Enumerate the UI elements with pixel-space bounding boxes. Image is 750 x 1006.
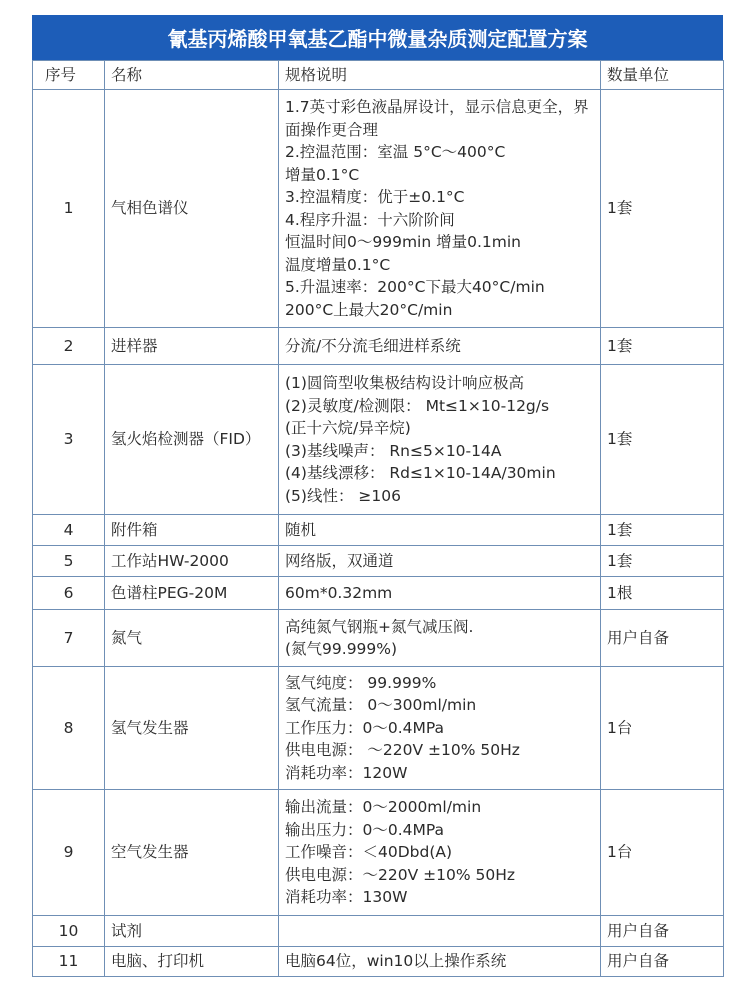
spec-line: (2)灵敏度/检测限： Mt≤1×10-12g/s bbox=[285, 396, 550, 415]
table-row bbox=[33, 365, 724, 515]
item-spec bbox=[279, 328, 601, 365]
spec-line: 1.7英寸彩色液晶屏设计，显示信息更全，界面操作更合理 bbox=[285, 98, 589, 139]
item-quantity: 1套 bbox=[601, 328, 724, 365]
table-row bbox=[33, 90, 724, 328]
table-row bbox=[33, 667, 724, 790]
item-spec bbox=[279, 90, 601, 328]
spec-line: 恒温时间0～999min 增量0.1min bbox=[285, 233, 521, 251]
spec-line: 60m*0.32mm bbox=[285, 583, 393, 602]
item-quantity: 用户自备 bbox=[601, 610, 724, 667]
config-sheet bbox=[32, 15, 723, 977]
table-row bbox=[33, 328, 724, 365]
spec-line: (氮气99.999%) bbox=[285, 640, 398, 658]
spec-line: (1)圆筒型收集极结构设计响应极高 bbox=[285, 374, 524, 392]
item-name: 氢气发生器 bbox=[105, 667, 279, 790]
item-quantity: 1套 bbox=[601, 365, 724, 515]
row-number: 2 bbox=[33, 328, 105, 365]
item-spec bbox=[279, 947, 601, 977]
item-quantity: 1套 bbox=[601, 546, 724, 577]
item-name: 氢火焰检测器（FID） bbox=[105, 365, 279, 515]
table-row bbox=[33, 610, 724, 667]
spec-line: 温度增量0.1°C bbox=[285, 255, 391, 274]
item-name: 色谱柱PEG-20M bbox=[105, 577, 279, 610]
spec-line: 氢气流量： 0～300ml/min bbox=[285, 696, 477, 715]
table-row bbox=[33, 790, 724, 916]
item-quantity: 1套 bbox=[601, 90, 724, 328]
row-number: 10 bbox=[33, 916, 105, 947]
item-name: 电脑、打印机 bbox=[105, 947, 279, 977]
spec-line: (3)基线噪声： Rn≤5×10-14A bbox=[285, 441, 502, 460]
spec-line: 200°C上最大20°C/min bbox=[285, 300, 453, 319]
item-name: 附件箱 bbox=[105, 515, 279, 546]
header-spec: 规格说明 bbox=[279, 61, 601, 90]
item-quantity: 1台 bbox=[601, 667, 724, 790]
spec-line: 分流/不分流毛细进样系统 bbox=[285, 336, 461, 355]
item-quantity: 1台 bbox=[601, 790, 724, 916]
table-row bbox=[33, 916, 724, 947]
item-name: 进样器 bbox=[105, 328, 279, 365]
header-qty: 数量单位 bbox=[601, 61, 724, 90]
spec-line: 2.控温范围：室温 5°C～400°C bbox=[285, 143, 506, 161]
table-row bbox=[33, 577, 724, 610]
item-spec bbox=[279, 916, 601, 947]
table-body bbox=[33, 90, 724, 977]
header-row bbox=[33, 61, 724, 90]
row-number: 7 bbox=[33, 610, 105, 667]
item-quantity: 1根 bbox=[601, 577, 724, 610]
table-row bbox=[33, 947, 724, 977]
spec-line: (正十六烷/异辛烷) bbox=[285, 419, 411, 437]
row-number: 5 bbox=[33, 546, 105, 577]
spec-line: 网络版，双通道 bbox=[285, 551, 394, 570]
item-name: 气相色谱仪 bbox=[105, 90, 279, 328]
config-table bbox=[32, 60, 724, 977]
spec-line: 供电电源： ～220V ±10% 50Hz bbox=[285, 741, 520, 760]
item-spec bbox=[279, 667, 601, 790]
row-number: 1 bbox=[33, 90, 105, 328]
spec-line: 高纯氮气钢瓶+氮气减压阀. bbox=[285, 617, 474, 636]
row-number: 8 bbox=[33, 667, 105, 790]
spec-line: 供电电源：～220V ±10% 50Hz bbox=[285, 865, 515, 884]
item-spec bbox=[279, 515, 601, 546]
item-name: 工作站HW-2000 bbox=[105, 546, 279, 577]
spec-line: 4.程序升温：十六阶阶间 bbox=[285, 210, 455, 229]
spec-line: (4)基线漂移： Rd≤1×10-14A/30min bbox=[285, 464, 556, 482]
spec-line: 3.控温精度：优于±0.1°C bbox=[285, 188, 465, 206]
item-spec bbox=[279, 365, 601, 515]
item-spec bbox=[279, 577, 601, 610]
spec-line: 输出压力：0～0.4MPa bbox=[285, 820, 445, 839]
item-name: 氮气 bbox=[105, 610, 279, 667]
spec-line: 5.升温速率：200°C下最大40°C/min bbox=[285, 278, 545, 296]
spec-line: 工作噪音：＜40Dbd(A) bbox=[285, 843, 453, 862]
spec-line: 随机 bbox=[285, 520, 317, 539]
spec-line: 消耗功率：130W bbox=[285, 888, 408, 907]
spec-line: 电脑64位，win10以上操作系统 bbox=[285, 952, 507, 971]
sheet-title: 氰基丙烯酸甲氧基乙酯中微量杂质测定配置方案 bbox=[32, 15, 723, 60]
item-spec bbox=[279, 610, 601, 667]
item-quantity: 用户自备 bbox=[601, 916, 724, 947]
header-no: 序号 bbox=[33, 61, 105, 90]
item-quantity: 用户自备 bbox=[601, 947, 724, 977]
spec-line: 工作压力：0～0.4MPa bbox=[285, 718, 445, 737]
spec-line: 消耗功率：120W bbox=[285, 763, 408, 782]
spec-line: (5)线性： ≥106 bbox=[285, 486, 401, 505]
item-quantity: 1套 bbox=[601, 515, 724, 546]
row-number: 3 bbox=[33, 365, 105, 515]
item-spec bbox=[279, 546, 601, 577]
row-number: 4 bbox=[33, 515, 105, 546]
table-row bbox=[33, 546, 724, 577]
row-number: 6 bbox=[33, 577, 105, 610]
spec-line: 输出流量：0～2000ml/min bbox=[285, 798, 482, 817]
header-name: 名称 bbox=[105, 61, 279, 90]
item-spec bbox=[279, 790, 601, 916]
table-row bbox=[33, 515, 724, 546]
item-name: 试剂 bbox=[105, 916, 279, 947]
spec-line: 氢气纯度： 99.999% bbox=[285, 673, 437, 692]
item-name: 空气发生器 bbox=[105, 790, 279, 916]
row-number: 9 bbox=[33, 790, 105, 916]
spec-line: 增量0.1°C bbox=[285, 165, 360, 184]
row-number: 11 bbox=[33, 947, 105, 977]
